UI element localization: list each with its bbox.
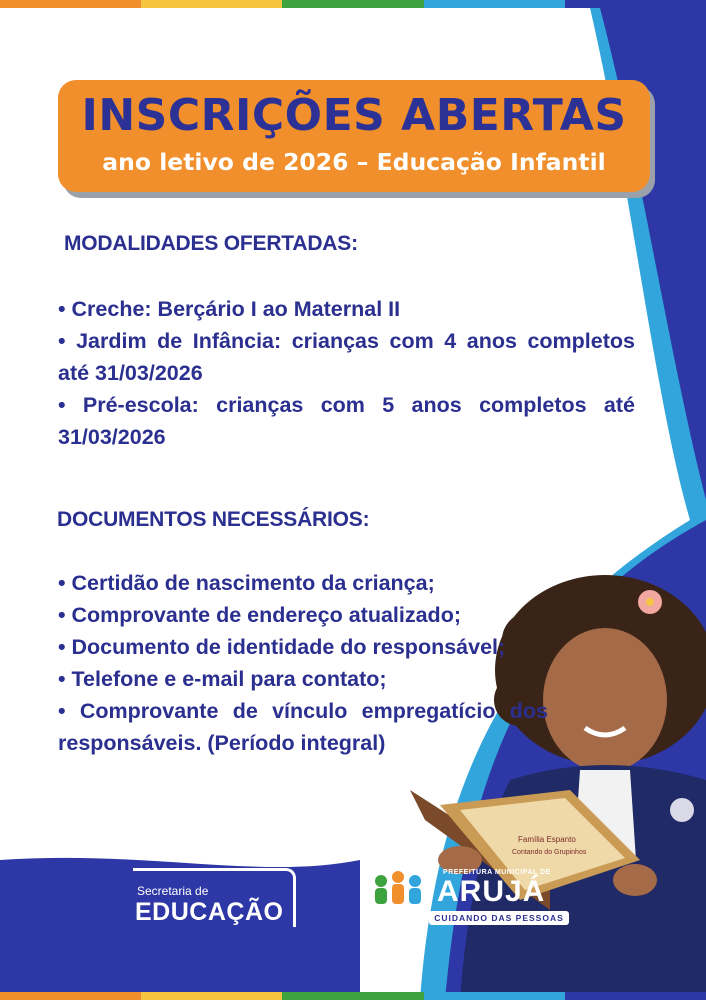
title-banner [58,80,650,192]
list-item: • Jardim de Infância: crianças com 4 anos completos até 31/03/2026 [58,325,635,389]
secretaria-label: Secretaria de [137,884,209,898]
list-item: • Documento de identidade do responsável; [58,631,548,663]
page-title: INSCRIÇÕES ABERTAS [81,90,627,141]
people-icon [365,867,431,927]
city-tagline: CUIDANDO DAS PESSOAS [429,911,569,925]
prefeitura-label: PREFEITURA MUNICIPAL DE [443,869,551,876]
documentos-list [58,567,548,759]
list-item: • Pré-escola: crianças com 5 anos completos até 31/03/2026 [58,389,635,453]
list-item: • Certidão de nascimento da criança; [58,567,548,599]
book-subtitle: Contando do Grupinhos [512,849,587,856]
secretaria-educacao-logo [133,868,295,928]
list-item: • Creche: Berçário I ao Maternal II [58,293,635,325]
modalidades-list [58,293,635,453]
educacao-label: EDUCAÇÃO [135,898,284,926]
prefeitura-aruja-logo [365,865,585,929]
page-subtitle: ano letivo de 2026 – Educação Infantil [102,148,606,176]
list-item: • Comprovante de vínculo empregatício dos responsáveis. (Período integral) [58,695,548,759]
city-name: ARUJÁ [437,875,546,908]
list-item: • Comprovante de endereço atualizado; [58,599,548,631]
list-item: • Telefone e e-mail para contato; [58,663,548,695]
bottom-color-stripe [0,992,706,1000]
modalidades-heading: MODALIDADES OFERTADAS: [64,232,358,255]
documentos-heading: DOCUMENTOS NECESSÁRIOS: [57,508,370,531]
top-color-stripe [0,0,706,8]
book-title: Família Espanto [518,835,576,844]
